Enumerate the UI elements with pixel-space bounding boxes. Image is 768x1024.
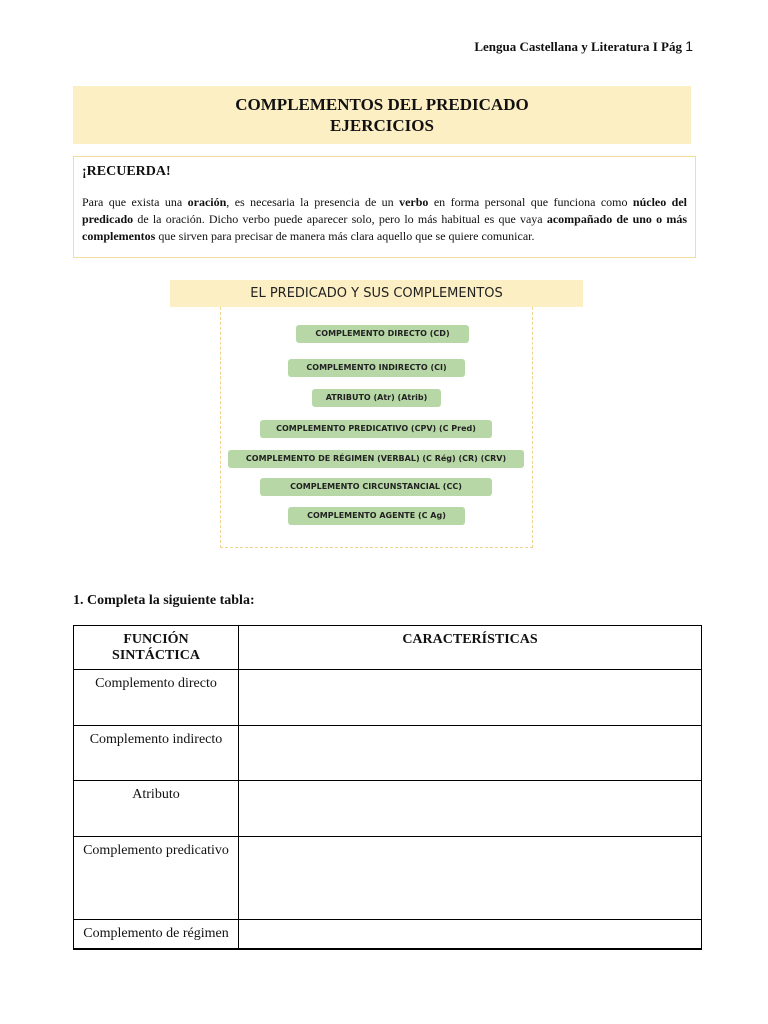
reminder-box (73, 156, 696, 258)
table-header-row (74, 626, 702, 670)
reminder-heading: ¡RECUERDA! (82, 164, 171, 179)
function-cell: Atributo (74, 781, 239, 837)
exercise-table (73, 625, 702, 950)
diagram-item-atr: ATRIBUTO (Atr) (Atrib) (312, 389, 441, 407)
reminder-emphasis: oración (187, 195, 227, 209)
diagram-item-ci: COMPLEMENTO INDIRECTO (CI) (288, 359, 465, 377)
reminder-emphasis: verbo (399, 195, 429, 209)
page-subtitle: EJERCICIOS (330, 116, 434, 135)
function-cell: Complemento indirecto (74, 726, 239, 781)
reminder-segment: en forma personal que funciona como (428, 195, 633, 209)
table-row (74, 670, 702, 726)
table-row (74, 781, 702, 837)
diagram-item-cr: COMPLEMENTO DE RÉGIMEN (VERBAL) (C Rég) (CR) (CRV) (228, 450, 524, 468)
column-header-characteristics: CARACTERÍSTICAS (239, 626, 702, 670)
function-cell: Complemento directo (74, 670, 239, 726)
table-row (74, 726, 702, 781)
table-row (74, 920, 702, 949)
reminder-segment: de la oración. Dicho verbo puede aparecer solo, pero lo más habitual es que vaya (133, 212, 547, 226)
page-number: 1 (685, 38, 693, 54)
reminder-segment: , es necesaria la presencia de un (226, 195, 400, 209)
page-header (474, 38, 693, 55)
characteristics-cell[interactable] (239, 920, 702, 949)
reminder-segment: Para que exista una (82, 195, 188, 209)
reminder-text (82, 194, 687, 245)
diagram-item-cpv: COMPLEMENTO PREDICATIVO (CPV) (C Pred) (260, 420, 492, 438)
characteristics-cell[interactable] (239, 781, 702, 837)
diagram-item-cc: COMPLEMENTO CIRCUNSTANCIAL (CC) (260, 478, 492, 496)
page-title: COMPLEMENTOS DEL PREDICADO (235, 95, 529, 114)
exercise-prompt: 1. Completa la siguiente tabla: (73, 593, 255, 608)
function-cell: Complemento predicativo (74, 837, 239, 920)
reminder-segment: que sirven para precisar de manera más clara aquello que se quiere comunicar. (155, 229, 535, 243)
title-banner (73, 86, 691, 144)
reminder-emphasis: núcleo del predicado (82, 195, 688, 226)
reminder-emphasis: acompañado de uno o más complementos (82, 212, 688, 243)
function-cell: Complemento de régimen (74, 920, 239, 949)
diagram-item-cd: COMPLEMENTO DIRECTO (CD) (296, 325, 469, 343)
characteristics-cell[interactable] (239, 670, 702, 726)
header-text: Lengua Castellana y Literatura I Pág (474, 39, 682, 54)
column-header-function: FUNCIÓN SINTÁCTICA (74, 626, 239, 670)
characteristics-cell[interactable] (239, 837, 702, 920)
characteristics-cell[interactable] (239, 726, 702, 781)
diagram-item-cag: COMPLEMENTO AGENTE (C Ag) (288, 507, 465, 525)
diagram-title: EL PREDICADO Y SUS COMPLEMENTOS (170, 280, 583, 307)
table-row (74, 837, 702, 920)
